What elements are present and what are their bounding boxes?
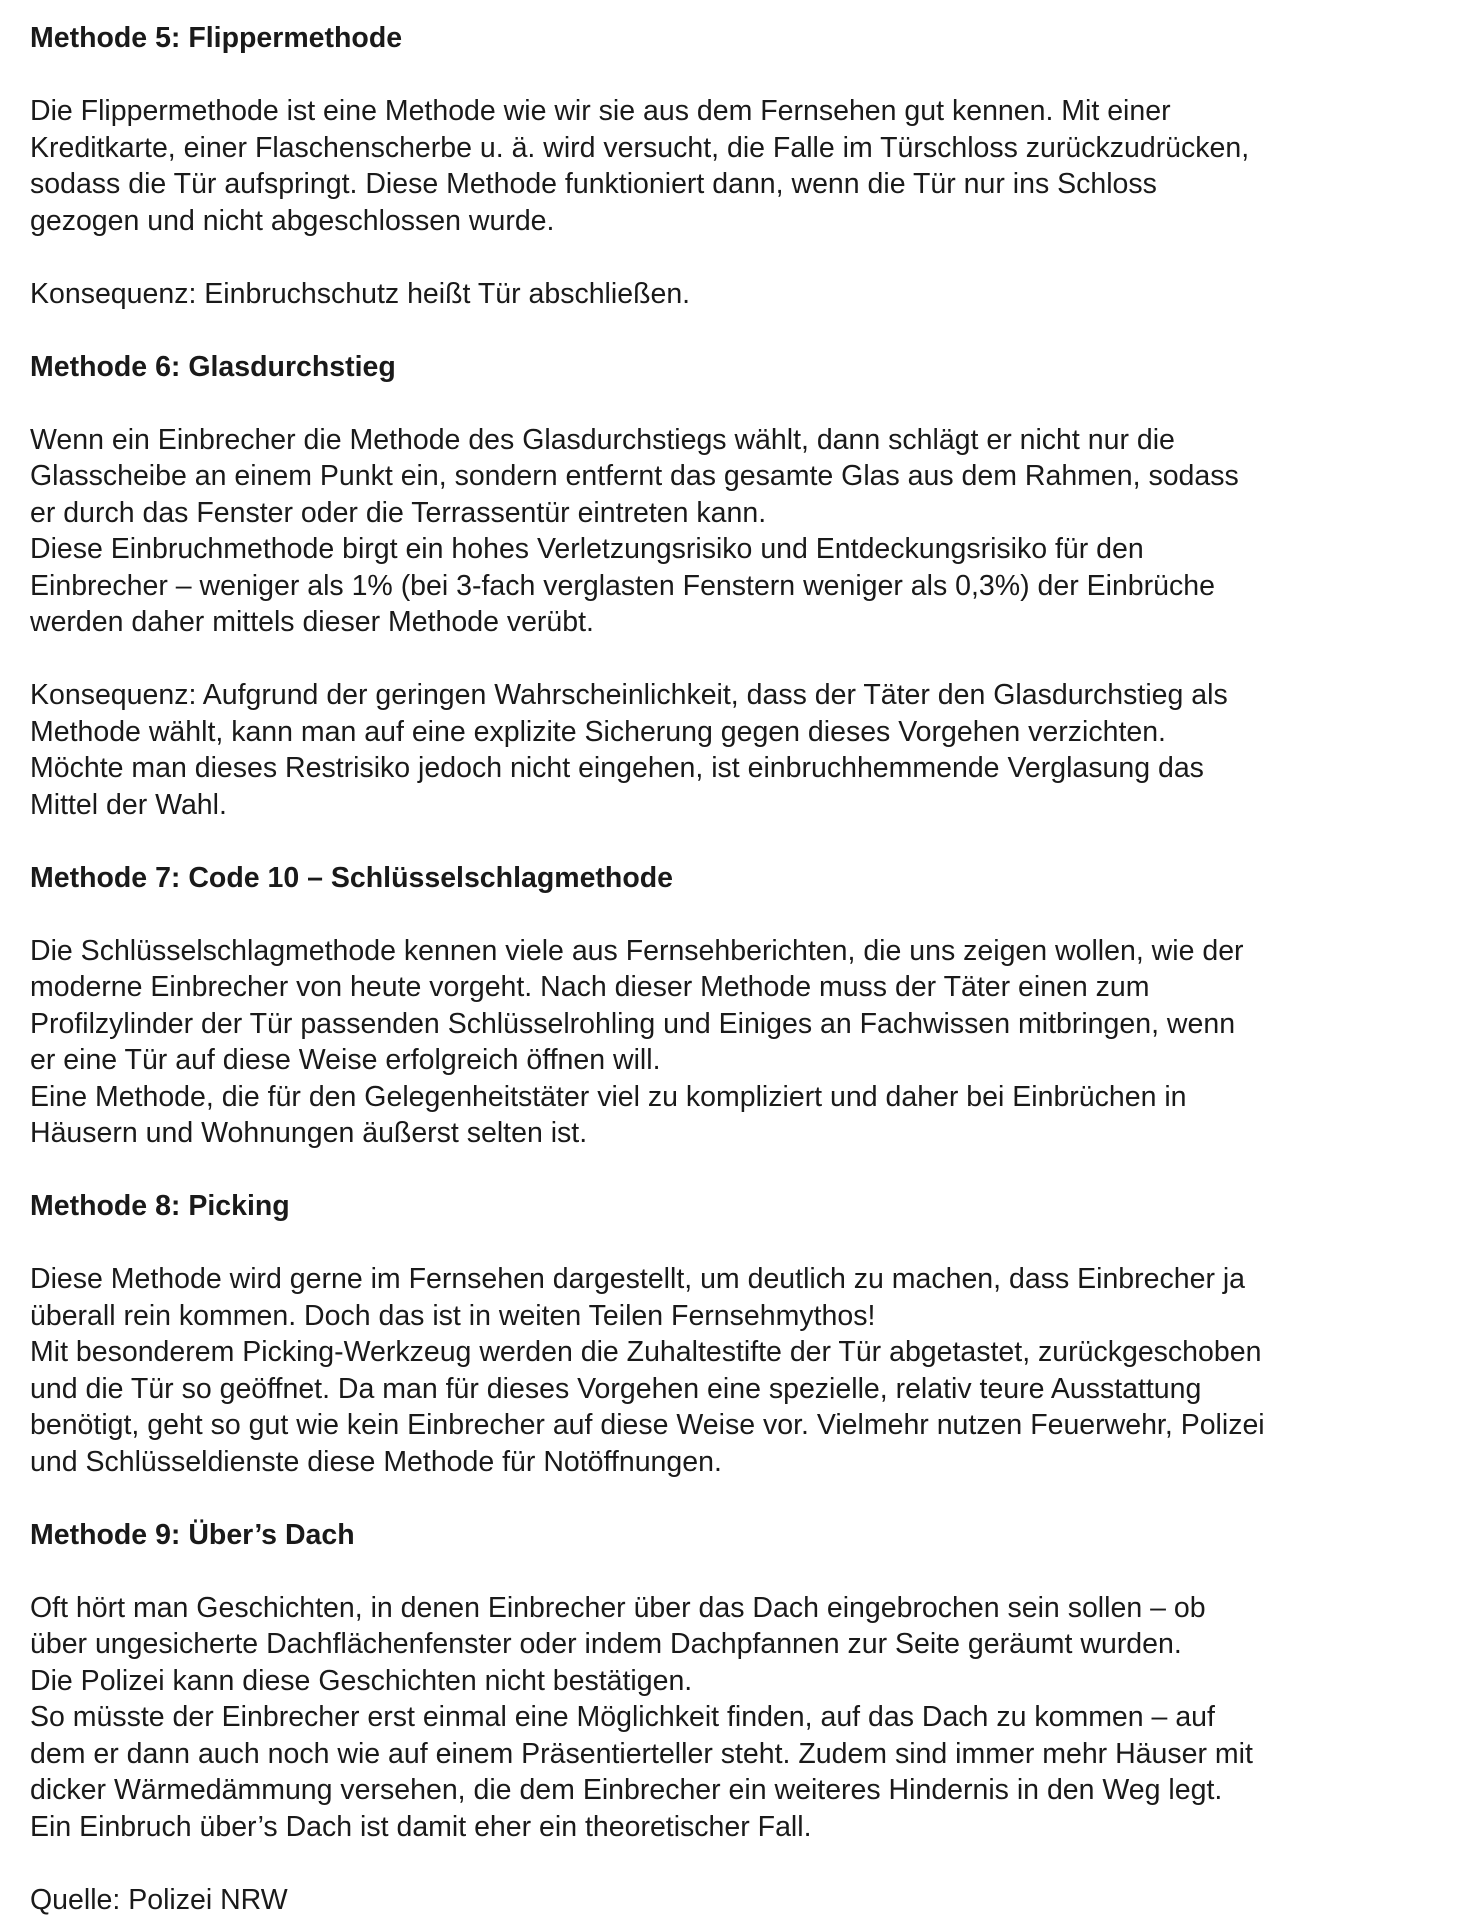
section-methode-5 <box>30 20 1450 312</box>
text-line: moderne Einbrecher von heute vorgeht. Nach dieser Methode muss der Täter einen zum <box>30 971 1150 1003</box>
text-line: Die Flippermethode ist eine Methode wie wir sie aus dem Fernsehen gut kennen. Mit einer <box>30 95 1171 127</box>
text-line: und die Tür so geöffnet. Da man für dieses Vorgehen eine spezielle, relativ teure Ausstattung <box>30 1372 1202 1405</box>
text-line: Häusern und Wohnungen äußerst selten ist. <box>30 1117 588 1149</box>
text-line: Möchte man dieses Restrisiko jedoch nicht eingehen, ist einbruchhemmende Verglasung das <box>30 752 1204 784</box>
text-line: dem er dann auch noch wie auf einem Präsentierteller steht. Zudem sind immer mehr Häuser mit <box>30 1737 1253 1770</box>
text-line: dicker Wärmedämmung versehen, die dem Einbrecher ein weiteres Hindernis in den Weg legt. <box>30 1774 1223 1806</box>
paragraph <box>30 677 1450 823</box>
text-line: Die Schlüsselschlagmethode kennen viele aus Fernsehberichten, die uns zeigen wollen, wie der <box>30 934 1244 967</box>
text-line: So müsste der Einbrecher erst einmal eine Möglichkeit finden, auf das Dach zu kommen – auf <box>30 1701 1215 1733</box>
text-line: sodass die Tür aufspringt. Diese Methode funktioniert dann, wenn die Tür nur ins Schloss <box>30 168 1157 200</box>
text-line: Profilzylinder der Tür passenden Schlüsselrohling und Einiges an Fachwissen mitbringen, wenn <box>30 1007 1236 1040</box>
source-citation: Quelle: Polizei NRW <box>30 1883 288 1916</box>
paragraph <box>30 1590 1450 1846</box>
text-line: Diese Methode wird gerne im Fernsehen dargestellt, um deutlich zu machen, dass Einbrecher ja <box>30 1263 1246 1295</box>
paragraph <box>30 933 1450 1152</box>
section-heading: Methode 5: Flippermethode <box>30 22 403 54</box>
text-line: Oft hört man Geschichten, in denen Einbrecher über das Dach eingebrochen sein sollen – ob <box>30 1591 1206 1624</box>
paragraph <box>30 93 1450 239</box>
section-methode-9 <box>30 1517 1450 1846</box>
text-line: und Schlüsseldienste diese Methode für Notöffnungen. <box>30 1445 722 1478</box>
text-line: Eine Methode, die für den Gelegenheitstäter viel zu kompliziert und daher bei Einbrüchen in <box>30 1080 1187 1113</box>
section-methode-8 <box>30 1188 1450 1480</box>
section-methode-6 <box>30 349 1450 824</box>
paragraph <box>30 422 1450 641</box>
text-line: werden daher mittels dieser Methode verübt. <box>30 606 594 638</box>
text-line: Die Polizei kann diese Geschichten nicht bestätigen. <box>30 1664 693 1697</box>
text-line: er eine Tür auf diese Weise erfolgreich öffnen will. <box>30 1044 661 1076</box>
section-heading: Methode 8: Picking <box>30 1190 290 1222</box>
text-line: er durch das Fenster oder die Terrassentür eintreten kann. <box>30 496 767 529</box>
text-line: Kreditkarte, einer Flaschenscherbe u. ä. wird versucht, die Falle im Türschloss zurückzudrücken, <box>30 131 1250 164</box>
section-heading: Methode 9: Über’s Dach <box>30 1518 355 1551</box>
text-line: Diese Einbruchmethode birgt ein hohes Verletzungsrisiko und Entdeckungsrisiko für den <box>30 533 1144 565</box>
text-line: über ungesicherte Dachflächenfenster oder indem Dachpfannen zur Seite geräumt wurden. <box>30 1628 1182 1660</box>
text-line: Konsequenz: Aufgrund der geringen Wahrscheinlichkeit, dass der Täter den Glasdurchstieg als <box>30 679 1228 711</box>
paragraph <box>30 276 1450 313</box>
text-line: überall rein kommen. Doch das ist in weiten Teilen Fernsehmythos! <box>30 1299 876 1332</box>
section-heading: Methode 6: Glasdurchstieg <box>30 350 396 383</box>
section-heading: Methode 7: Code 10 – Schlüsselschlagmethode <box>30 861 674 894</box>
text-line: Glasscheibe an einem Punkt ein, sondern entfernt das gesamte Glas aus dem Rahmen, sodass <box>30 460 1239 492</box>
text-line: Wenn ein Einbrecher die Methode des Glasdurchstiegs wählt, dann schlägt er nicht nur die <box>30 423 1175 456</box>
text-line: Methode wählt, kann man auf eine explizite Sicherung gegen dieses Vorgehen verzichten. <box>30 715 1166 748</box>
text-line: Einbrecher – weniger als 1% (bei 3-fach verglasten Fenstern weniger als 0,3%) der Einbrüche <box>30 569 1215 602</box>
document-page <box>30 20 1450 1918</box>
section-methode-7 <box>30 860 1450 1152</box>
text-line: gezogen und nicht abgeschlossen wurde. <box>30 204 555 237</box>
text-line: Mit besonderem Picking-Werkzeug werden die Zuhaltestifte der Tür abgetastet, zurückgeschoben <box>30 1336 1262 1368</box>
text-line: Ein Einbruch über’s Dach ist damit eher ein theoretischer Fall. <box>30 1810 812 1843</box>
paragraph <box>30 1261 1450 1480</box>
text-line: Konsequenz: Einbruchschutz heißt Tür abschließen. <box>30 277 691 310</box>
text-line: Mittel der Wahl. <box>30 788 227 821</box>
text-line: benötigt, geht so gut wie kein Einbrecher auf diese Weise vor. Vielmehr nutzen Feuerwehr, Polizei <box>30 1409 1265 1441</box>
